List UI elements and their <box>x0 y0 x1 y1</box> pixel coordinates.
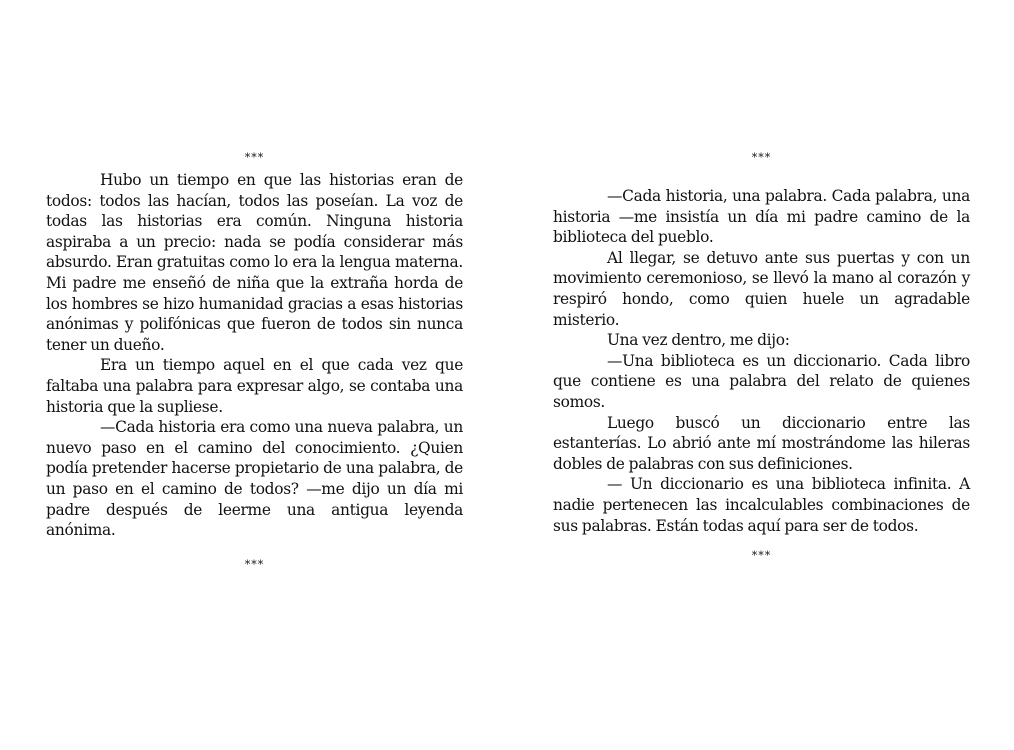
right-page <box>553 150 970 564</box>
section-separator-top: *** <box>751 151 772 164</box>
paragraph: Al llegar, se detuvo ante sus puertas y con un movimiento ceremonioso, se llevó la mano al corazón y respiró hondo, como quien huele un agradable misterio. <box>553 248 970 329</box>
left-page-text <box>46 170 463 541</box>
paragraph: —Cada historia, una palabra. Cada palabra, una historia —me insistía un día mi padre camino de la biblioteca del pueblo. <box>553 187 970 247</box>
paragraph: —Cada historia era como una nueva palabra, un nuevo paso en el camino del conocimiento. ¿Quien podía pretender hacerse propietario de una palabra, de un paso en el camino de todos? —me dijo un día mi padre después de leerme una antigua leyenda anónima. <box>46 418 463 540</box>
paragraph: Era un tiempo aquel en el que cada vez que faltaba una palabra para expresar algo, se contaba una historia que la supliese. <box>46 356 463 416</box>
left-page <box>46 150 463 573</box>
paragraph: —Una biblioteca es un diccionario. Cada libro que contiene es una palabra del relato de quienes somos. <box>553 351 970 411</box>
section-separator-bottom: *** <box>244 557 265 571</box>
section-separator-bottom: *** <box>751 549 772 563</box>
paragraph: Hubo un tiempo en que las historias eran de todos: todos las hacían, todos las poseían. La voz de todas las historias era común. Ninguna historia aspiraba a un precio: nada se podía considerar más absurdo. Eran gratuitas como lo era la lengua materna. Mi padre me enseñó de niña que la extraña horda de los hombres se hizo humanidad gracias a esas historias anónimas y polifónicas que fueron de todos sin nunca tener un dueño. <box>46 171 463 354</box>
section-separator-top: *** <box>244 151 265 164</box>
paragraph: — Un diccionario es una biblioteca infinita. A nadie pertenecen las incalculables combinaciones de sus palabras. Están todas aquí para ser de todos. <box>553 475 970 535</box>
paragraph: Una vez dentro, me dijo: <box>607 331 790 350</box>
right-page-text <box>553 186 970 536</box>
paragraph: Luego buscó un diccionario entre las estanterías. Lo abrió ante mí mostrándome las hileras dobles de palabras con sus definiciones. <box>553 413 970 473</box>
